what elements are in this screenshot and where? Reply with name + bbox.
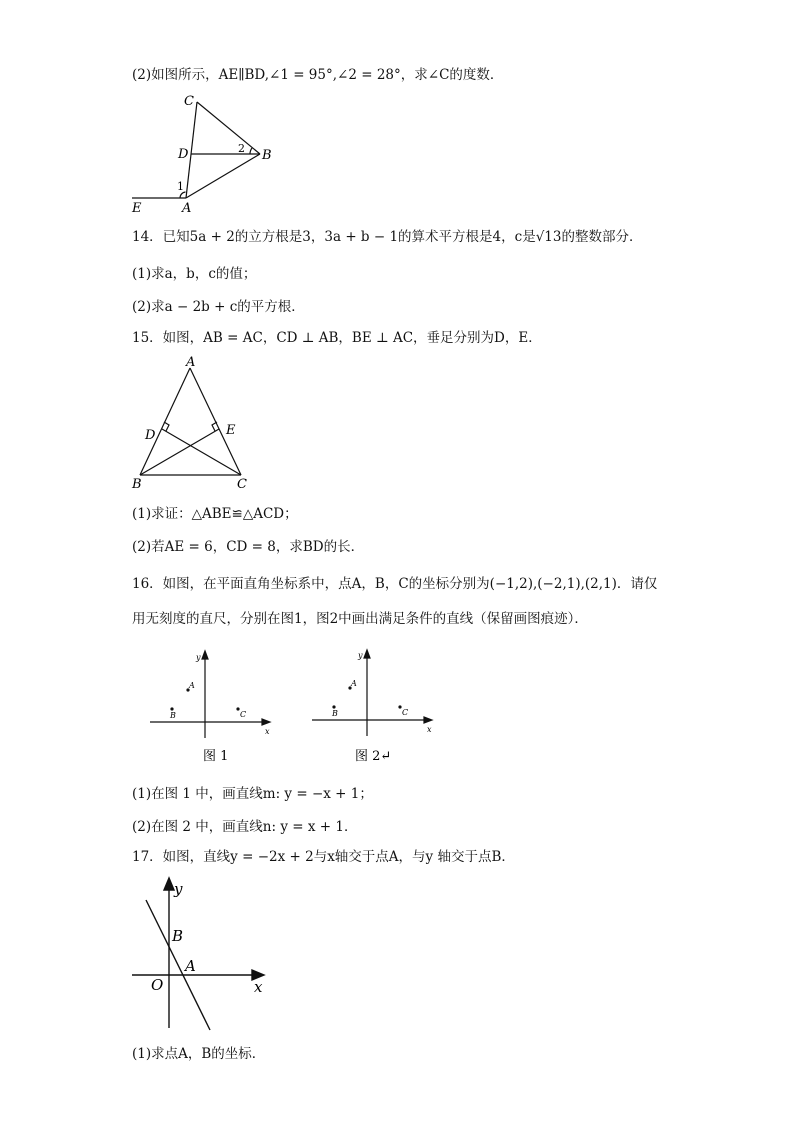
segment-AB	[186, 154, 260, 198]
q17-figure	[128, 874, 273, 1034]
segment-AB	[140, 368, 190, 475]
label-C: C	[240, 710, 247, 719]
q16-fig2	[310, 648, 440, 766]
label-angle1: 1	[177, 180, 184, 193]
label-x: x	[427, 725, 432, 734]
label-C: C	[184, 94, 194, 109]
label-O: O	[151, 976, 164, 994]
q17-part1: (1)求点A，B的坐标．	[132, 1046, 266, 1062]
label-C: C	[402, 708, 409, 717]
label-D: D	[178, 147, 189, 162]
label-B: B	[170, 711, 176, 720]
x-arrow	[424, 717, 432, 723]
label-A: A	[351, 679, 357, 688]
q13-figure	[128, 90, 278, 215]
label-B: B	[332, 709, 338, 718]
q15-figure	[128, 354, 258, 492]
q14-part1: (1)求a，b，c的值；	[132, 266, 257, 282]
label-B: B	[262, 148, 272, 163]
label-angle2: 2	[238, 142, 245, 155]
q16-part2: (2)在图 2 中，画直线n: y = x + 1．	[132, 819, 358, 835]
label-y: y	[174, 880, 183, 898]
label-D: D	[145, 428, 156, 443]
line-y-eq-minus2x-plus2	[146, 900, 210, 1030]
label-A: A	[185, 957, 196, 975]
segment-AC	[190, 368, 241, 475]
label-E: E	[226, 423, 236, 438]
x-arrow	[262, 719, 270, 725]
q13-part2-text: (2)如图所示，AE∥BD,∠1 = 95°,∠2 = 28°，求∠C的度数．	[132, 67, 504, 83]
q15-part2: (2)若AE = 6，CD = 8，求BD的长．	[132, 539, 365, 555]
label-E: E	[132, 201, 142, 215]
y-arrow	[202, 651, 208, 659]
q16-stem-line2: 用无刻度的直尺，分别在图1，图2中画出满足条件的直线（保留画图痕迹）．	[132, 611, 588, 627]
label-B: B	[172, 927, 184, 945]
q15-stem: 15．如图，AB = AC，CD ⊥ AB，BE ⊥ AC，垂足分别为D，E．	[132, 330, 542, 346]
label-x: x	[265, 727, 270, 736]
q16-fig1	[148, 648, 278, 766]
y-arrow	[364, 650, 370, 658]
q16-stem-line1: 16．如图，在平面直角坐标系中，点A，B，C的坐标分别为(−1,2),(−2,1),(2,1)．请仅	[132, 576, 658, 592]
q14-part2: (2)求a − 2b + c的平方根．	[132, 299, 305, 315]
fig1-caption: 图 1	[203, 749, 229, 764]
q15-part1: (1)求证：△ABE≌△ACD；	[132, 506, 298, 522]
q17-stem: 17．如图，直线y = −2x + 2与x轴交于点A，与y 轴交于点B．	[132, 849, 515, 865]
q14-stem: 14．已知5a + 2的立方根是3，3a + b − 1的算术平方根是4，c是√13的整数部分．	[132, 229, 643, 245]
label-A: A	[186, 355, 196, 370]
label-A: A	[189, 681, 195, 690]
angle2-arc	[250, 148, 252, 154]
label-y: y	[196, 653, 201, 662]
label-x: x	[254, 978, 263, 996]
q16-part1: (1)在图 1 中，画直线m: y = −x + 1；	[132, 786, 373, 802]
label-y: y	[358, 651, 363, 660]
segment-CB	[197, 102, 260, 154]
label-C: C	[237, 477, 247, 492]
label-A: A	[182, 201, 192, 215]
y-arrow	[164, 878, 174, 890]
fig2-caption: 图 2↵	[355, 749, 392, 764]
label-B: B	[132, 477, 142, 492]
